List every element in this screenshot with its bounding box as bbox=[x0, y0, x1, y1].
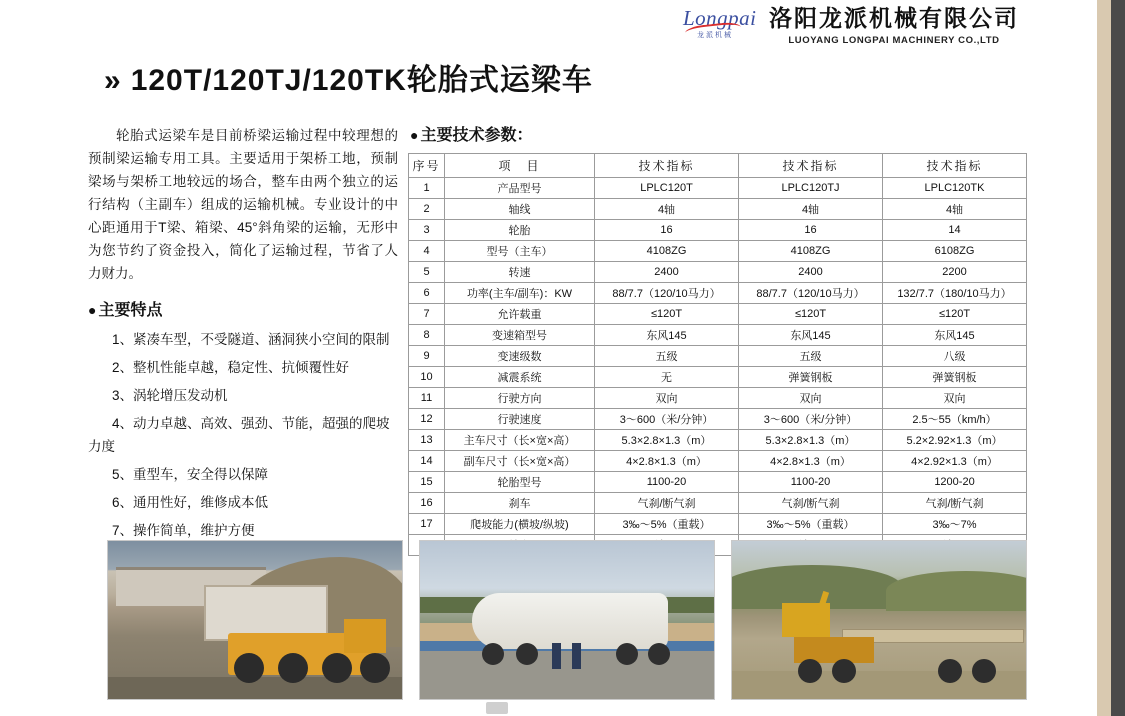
spec-heading bbox=[410, 122, 1028, 145]
cell-value-2: 3～600（米/分钟） bbox=[739, 409, 883, 430]
cell-value-2: 双向 bbox=[739, 388, 883, 409]
cell-value-1: 东风145 bbox=[595, 325, 739, 346]
list-item: 2、整机性能卓越，稳定性、抗倾覆性好 bbox=[112, 360, 350, 375]
list-item: 4、动力卓越、高效、强劲、节能，超强的爬坡力度 bbox=[88, 416, 390, 454]
features-list bbox=[88, 328, 398, 542]
cell-value-2: 1100-20 bbox=[739, 472, 883, 493]
cell-index: 11 bbox=[409, 388, 445, 409]
table-row bbox=[409, 472, 1027, 493]
cell-value-3: ≤120T bbox=[883, 304, 1027, 325]
table-header-row bbox=[409, 154, 1027, 178]
cell-item: 爬坡能力(横坡/纵坡) bbox=[445, 514, 595, 535]
cell-value-1: 4×2.8×1.3（m） bbox=[595, 451, 739, 472]
cell-item: 轮胎型号 bbox=[445, 472, 595, 493]
photo-gallery bbox=[107, 540, 1027, 700]
cell-item: 功率(主车/副车)：KW bbox=[445, 283, 595, 304]
list-item: 3、涡轮增压发动机 bbox=[112, 388, 228, 403]
cell-index: 8 bbox=[409, 325, 445, 346]
cell-item: 行驶速度 bbox=[445, 409, 595, 430]
cell-value-3: 2.5～55（km/h） bbox=[883, 409, 1027, 430]
photo-construction-site bbox=[731, 540, 1027, 700]
cell-item: 行驶方向 bbox=[445, 388, 595, 409]
cell-index: 5 bbox=[409, 262, 445, 283]
cell-value-2: 4轴 bbox=[739, 199, 883, 220]
cell-value-1: 2400 bbox=[595, 262, 739, 283]
wheel-shape bbox=[278, 653, 308, 683]
table-row bbox=[409, 283, 1027, 304]
table-body bbox=[409, 178, 1027, 556]
cell-item: 轴线 bbox=[445, 199, 595, 220]
cell-value-2: 88/7.7（120/10马力） bbox=[739, 283, 883, 304]
cell-value-3: 4×2.92×1.3（m） bbox=[883, 451, 1027, 472]
table-row bbox=[409, 220, 1027, 241]
logo-chinese-small: 龙派机械 bbox=[697, 32, 733, 39]
cell-index: 2 bbox=[409, 199, 445, 220]
cell-value-2: 弹簧钢板 bbox=[739, 367, 883, 388]
cell-value-3: 132/7.7（180/10马力） bbox=[883, 283, 1027, 304]
cell-value-3: 1200-20 bbox=[883, 472, 1027, 493]
wheel-shape bbox=[616, 643, 638, 665]
footer-mark bbox=[486, 702, 508, 714]
cell-index: 1 bbox=[409, 178, 445, 199]
wind-tower-shape bbox=[472, 593, 668, 649]
table-row bbox=[409, 367, 1027, 388]
page-header bbox=[0, 0, 1097, 54]
cell-item: 变速级数 bbox=[445, 346, 595, 367]
cell-item: 型号（主车） bbox=[445, 241, 595, 262]
table-row bbox=[409, 304, 1027, 325]
road-shape bbox=[420, 651, 714, 699]
cell-item: 副车尺寸（长×宽×高） bbox=[445, 451, 595, 472]
cell-item: 变速箱型号 bbox=[445, 325, 595, 346]
page-title bbox=[104, 66, 593, 96]
cell-value-2: 4×2.8×1.3（m） bbox=[739, 451, 883, 472]
left-column bbox=[88, 124, 398, 547]
cell-index: 13 bbox=[409, 430, 445, 451]
table-row bbox=[409, 409, 1027, 430]
cell-value-3: 双向 bbox=[883, 388, 1027, 409]
cell-item: 转速 bbox=[445, 262, 595, 283]
cell-value-2: LPLC120TJ bbox=[739, 178, 883, 199]
table-row bbox=[409, 262, 1027, 283]
cell-value-1: 5.3×2.8×1.3（m） bbox=[595, 430, 739, 451]
cell-value-1: 4108ZG bbox=[595, 241, 739, 262]
worker-shape bbox=[572, 643, 581, 669]
features-heading-label: 主要特点 bbox=[98, 302, 163, 319]
spec-heading-label: 主要技术参数： bbox=[420, 127, 533, 144]
cell-value-1: ≤120T bbox=[595, 304, 739, 325]
right-edge-bar-tan bbox=[1097, 0, 1111, 716]
spec-table bbox=[408, 153, 1027, 556]
cell-index: 16 bbox=[409, 493, 445, 514]
cell-item: 轮胎 bbox=[445, 220, 595, 241]
cell-index: 12 bbox=[409, 409, 445, 430]
column-header-index: 序号 bbox=[409, 154, 445, 178]
company-logo-icon bbox=[683, 4, 759, 46]
cell-value-2: 东风145 bbox=[739, 325, 883, 346]
cell-value-1: 1100-20 bbox=[595, 472, 739, 493]
cell-index: 9 bbox=[409, 346, 445, 367]
carrier-cabin-shape bbox=[344, 619, 386, 653]
cell-value-3: LPLC120TK bbox=[883, 178, 1027, 199]
list-item: 7、操作简单，维护方便 bbox=[112, 523, 255, 538]
wheel-shape bbox=[516, 643, 538, 665]
cell-value-1: 88/7.7（120/10马力） bbox=[595, 283, 739, 304]
wheel-shape bbox=[360, 653, 390, 683]
table-row bbox=[409, 325, 1027, 346]
cell-index: 7 bbox=[409, 304, 445, 325]
photo-beam-carrier-yard bbox=[107, 540, 403, 700]
cell-value-1: LPLC120T bbox=[595, 178, 739, 199]
cell-value-3: 14 bbox=[883, 220, 1027, 241]
bullet-dot-icon: ● bbox=[88, 302, 97, 318]
cell-value-1: 五级 bbox=[595, 346, 739, 367]
wheel-shape bbox=[798, 659, 822, 683]
list-item: 6、通用性好，维修成本低 bbox=[112, 495, 269, 510]
cell-value-3: 4轴 bbox=[883, 199, 1027, 220]
cell-value-2: 16 bbox=[739, 220, 883, 241]
wheel-shape bbox=[322, 653, 352, 683]
cell-index: 17 bbox=[409, 514, 445, 535]
bullet-dot-icon: ● bbox=[410, 127, 419, 143]
table-row bbox=[409, 430, 1027, 451]
right-column bbox=[408, 122, 1028, 556]
company-name-block bbox=[769, 4, 1019, 46]
table-row bbox=[409, 346, 1027, 367]
wheel-shape bbox=[234, 653, 264, 683]
cell-value-3: 5.2×2.92×1.3（m） bbox=[883, 430, 1027, 451]
column-header-spec-2: 技术指标 bbox=[739, 154, 883, 178]
table-row bbox=[409, 493, 1027, 514]
cell-value-3: 3‰～7% bbox=[883, 514, 1027, 535]
cell-value-3: 气刹/断气刹 bbox=[883, 493, 1027, 514]
cell-value-2: 3‰～5%（重载） bbox=[739, 514, 883, 535]
cell-index: 14 bbox=[409, 451, 445, 472]
column-header-spec-3: 技术指标 bbox=[883, 154, 1027, 178]
cell-index: 3 bbox=[409, 220, 445, 241]
column-header-spec-1: 技术指标 bbox=[595, 154, 739, 178]
cell-value-2: 气刹/断气刹 bbox=[739, 493, 883, 514]
company-name-en: LUOYANG LONGPAI MACHINERY CO.,LTD bbox=[788, 35, 1000, 47]
wheel-shape bbox=[482, 643, 504, 665]
cell-value-1: 4轴 bbox=[595, 199, 739, 220]
cell-item: 主车尺寸（长×宽×高） bbox=[445, 430, 595, 451]
cell-value-3: 2200 bbox=[883, 262, 1027, 283]
features-heading bbox=[88, 299, 398, 322]
photo-wind-tower-transport bbox=[419, 540, 715, 700]
cell-index: 15 bbox=[409, 472, 445, 493]
cell-item: 刹车 bbox=[445, 493, 595, 514]
list-item: 1、紧凑车型，不受隧道、涵洞狭小空间的限制 bbox=[112, 332, 390, 347]
wheel-shape bbox=[648, 643, 670, 665]
right-edge-bar-dark bbox=[1111, 0, 1125, 716]
cell-value-3: 6108ZG bbox=[883, 241, 1027, 262]
table-row bbox=[409, 451, 1027, 472]
intro-paragraph: 轮胎式运梁车是目前桥梁运输过程中较理想的预制梁运输专用工具。主要适用于架桥工地，预制梁场与架桥工地较远的场合，整车由两个独立的运行结构（主副车）组成的运输机械。专业设计的中心距通用于T梁、箱梁、45°斜角梁的运输，无形中为您节约了资金投入，简化了运输过程，节省了人力财力。 bbox=[88, 128, 398, 281]
wheel-shape bbox=[972, 659, 996, 683]
hillside-shape bbox=[886, 571, 1027, 611]
table-row bbox=[409, 199, 1027, 220]
cell-index: 10 bbox=[409, 367, 445, 388]
product-title: 120T/120TJ/120TK轮胎式运梁车 bbox=[130, 64, 593, 97]
cell-item: 允许载重 bbox=[445, 304, 595, 325]
company-branding bbox=[683, 4, 1019, 46]
cell-value-2: ≤120T bbox=[739, 304, 883, 325]
cell-value-2: 4108ZG bbox=[739, 241, 883, 262]
table-row bbox=[409, 514, 1027, 535]
wheel-shape bbox=[938, 659, 962, 683]
cell-item: 减震系统 bbox=[445, 367, 595, 388]
cell-value-1: 气刹/断气刹 bbox=[595, 493, 739, 514]
worker-shape bbox=[552, 643, 561, 669]
cell-value-1: 双向 bbox=[595, 388, 739, 409]
cell-value-3: 东风145 bbox=[883, 325, 1027, 346]
list-item: 5、重型车，安全得以保障 bbox=[112, 467, 269, 482]
cell-value-3: 弹簧钢板 bbox=[883, 367, 1027, 388]
table-row bbox=[409, 241, 1027, 262]
column-header-item: 项 目 bbox=[445, 154, 595, 178]
logo-script-text: Longpai bbox=[683, 6, 757, 30]
cell-item: 产品型号 bbox=[445, 178, 595, 199]
table-row bbox=[409, 178, 1027, 199]
cell-value-1: 16 bbox=[595, 220, 739, 241]
wheel-shape bbox=[832, 659, 856, 683]
cell-value-2: 五级 bbox=[739, 346, 883, 367]
cell-index: 4 bbox=[409, 241, 445, 262]
chevron-right-icon: » bbox=[104, 64, 117, 97]
company-name-cn: 洛阳龙派机械有限公司 bbox=[769, 5, 1019, 31]
cell-index: 6 bbox=[409, 283, 445, 304]
cell-value-1: 3‰～5%（重载） bbox=[595, 514, 739, 535]
table-row bbox=[409, 388, 1027, 409]
cell-value-3: 八级 bbox=[883, 346, 1027, 367]
cell-value-1: 无 bbox=[595, 367, 739, 388]
cell-value-2: 2400 bbox=[739, 262, 883, 283]
cell-value-2: 5.3×2.8×1.3（m） bbox=[739, 430, 883, 451]
cell-value-1: 3～600（米/分钟） bbox=[595, 409, 739, 430]
